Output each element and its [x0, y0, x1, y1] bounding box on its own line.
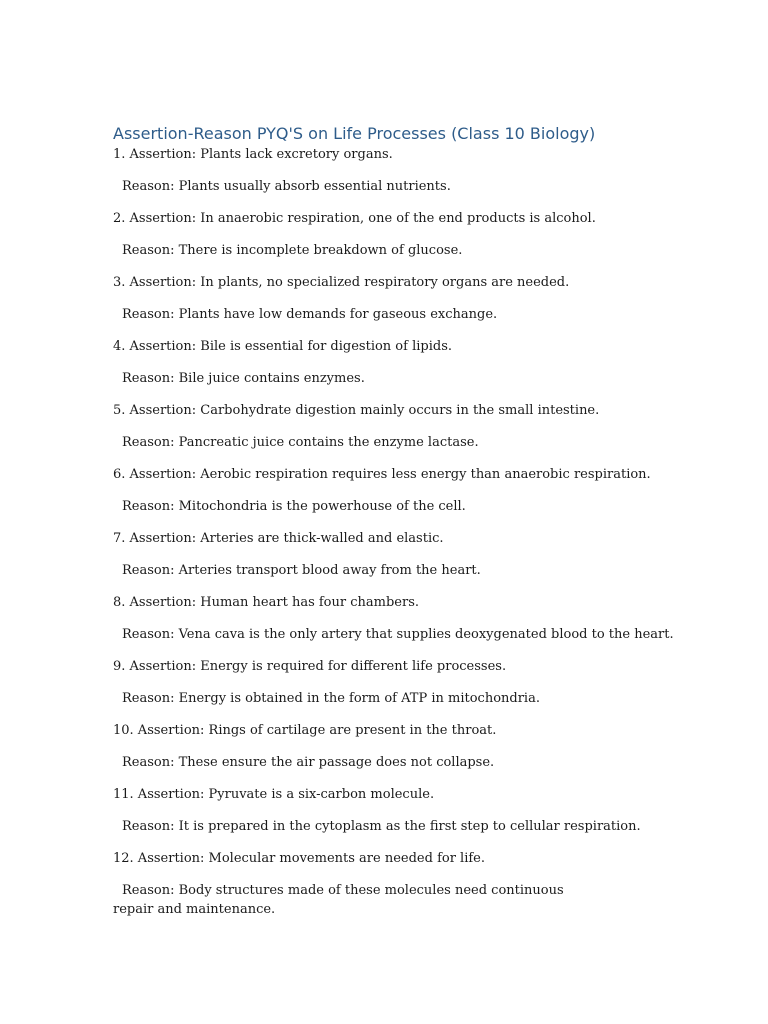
- question-item: [113, 849, 633, 919]
- reason-text: Reason: Plants usually absorb essential nutrients.: [122, 179, 451, 194]
- reason-text: Reason: Vena cava is the only artery that supplies deoxygenated blood to the heart.: [122, 627, 674, 642]
- page-title: Assertion-Reason PYQ'S on Life Processes (Class 10 Biology): [113, 124, 596, 143]
- reason-text: Reason: Bile juice contains enzymes.: [122, 371, 365, 386]
- assertion-text: 11. Assertion: Pyruvate is a six-carbon molecule.: [113, 787, 435, 802]
- assertion-text: 3. Assertion: In plants, no specialized respiratory organs are needed.: [113, 275, 570, 290]
- question-item: [113, 273, 633, 324]
- question-item: [113, 465, 651, 516]
- reason-text: Reason: It is prepared in the cytoplasm as the first step to cellular respiration.: [122, 819, 641, 834]
- reason-text: Reason: Mitochondria is the powerhouse of the cell.: [122, 499, 466, 514]
- reason-text: Reason: Arteries transport blood away from the heart.: [122, 563, 481, 578]
- assertion-text: 4. Assertion: Bile is essential for digestion of lipids.: [113, 339, 453, 354]
- reason-text: Reason: Pancreatic juice contains the enzyme lactase.: [122, 435, 479, 450]
- question-item: [113, 721, 633, 772]
- question-item: [113, 209, 633, 260]
- assertion-text: 7. Assertion: Arteries are thick-walled and elastic.: [113, 531, 444, 546]
- assertion-text: 10. Assertion: Rings of cartilage are present in the throat.: [113, 723, 497, 738]
- reason-text: Reason: Body structures made of these molecules need continuous repair and maintenance.: [113, 883, 564, 917]
- question-item: [113, 657, 633, 708]
- question-item: [113, 337, 633, 388]
- assertion-text: 1. Assertion: Plants lack excretory organs.: [113, 147, 393, 162]
- assertion-text: 5. Assertion: Carbohydrate digestion mainly occurs in the small intestine.: [113, 403, 600, 418]
- reason-text: Reason: Energy is obtained in the form of ATP in mitochondria.: [122, 691, 540, 706]
- document-page: [113, 124, 674, 932]
- assertion-text: 8. Assertion: Human heart has four chambers.: [113, 595, 419, 610]
- question-item: [113, 529, 633, 580]
- assertion-text: 12. Assertion: Molecular movements are needed for life.: [113, 851, 486, 866]
- question-item: [113, 145, 633, 196]
- question-item: [113, 401, 633, 452]
- assertion-text: 2. Assertion: In anaerobic respiration, one of the end products is alcohol.: [113, 211, 596, 226]
- reason-text: Reason: Plants have low demands for gaseous exchange.: [122, 307, 498, 322]
- question-list: [113, 145, 674, 919]
- assertion-text: 6. Assertion: Aerobic respiration requires less energy than anaerobic respiration.: [113, 467, 651, 482]
- reason-text: Reason: There is incomplete breakdown of glucose.: [122, 243, 463, 258]
- question-item: [113, 785, 641, 836]
- assertion-text: 9. Assertion: Energy is required for different life processes.: [113, 659, 507, 674]
- reason-text: Reason: These ensure the air passage does not collapse.: [122, 755, 495, 770]
- question-item: [113, 593, 674, 644]
